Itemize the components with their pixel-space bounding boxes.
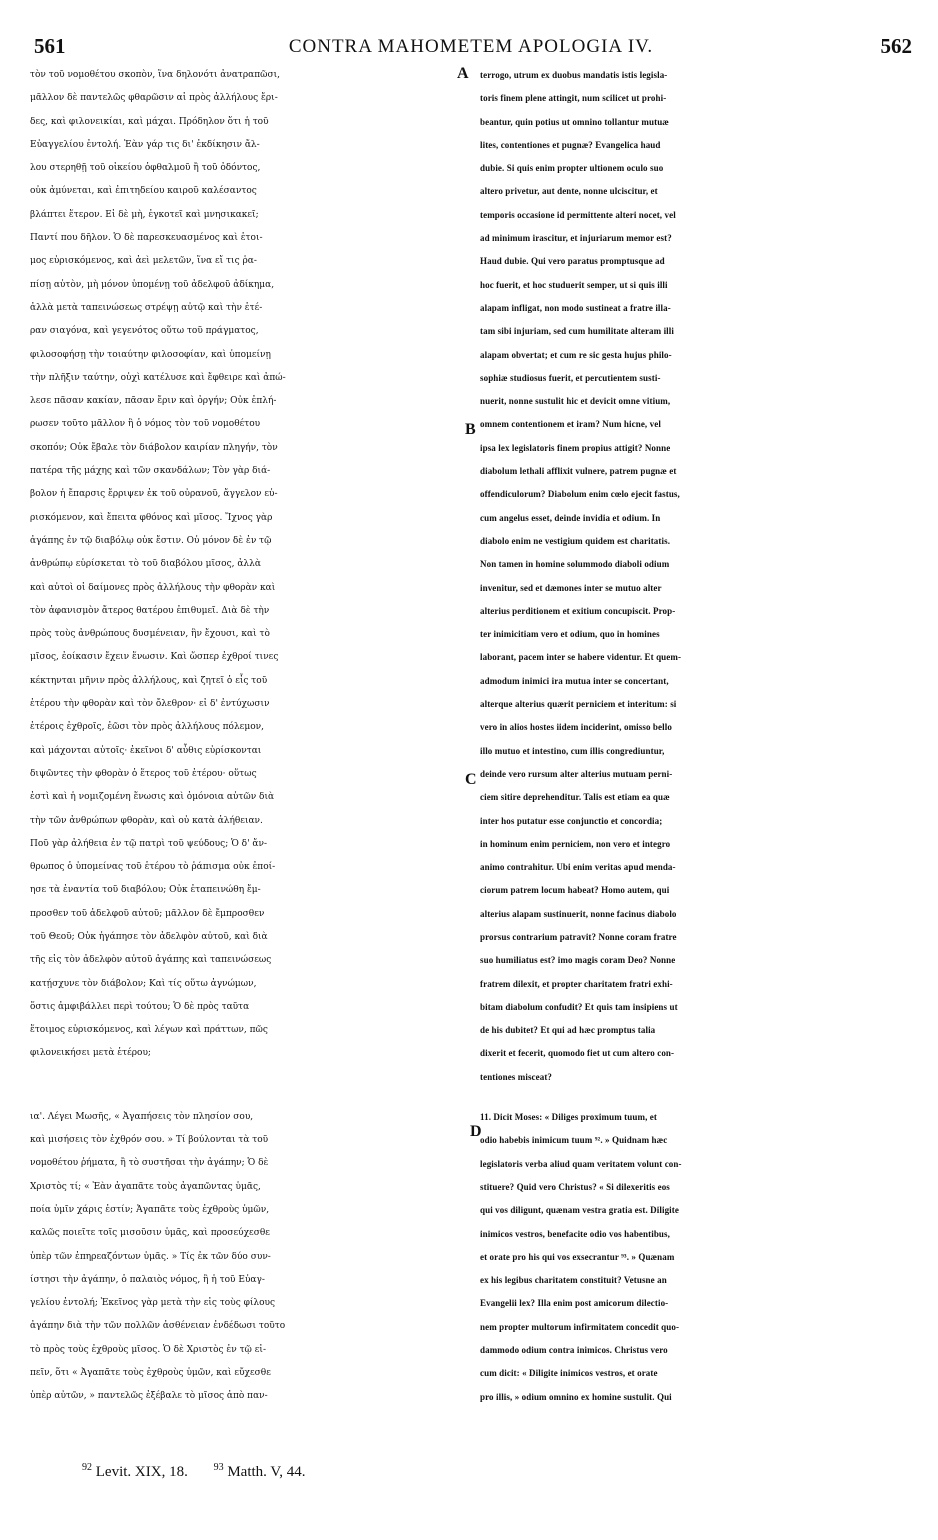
greek-text-line: φιλοσοφήσῃ τὴν τοιαύτην φιλοσοφίαν, καὶ ὑπομείνῃ	[30, 349, 271, 360]
greek-text-line: Παντί που δῆλον. Ὁ δὲ παρεσκευασμένος καὶ ἑτοι-	[30, 233, 263, 244]
greek-text-line: τὴν τῶν ἀνθρώπων φθορὰν, καὶ οὐ κατὰ ἀλήθειαν.	[30, 815, 263, 826]
greek-text-line: φιλονεικήσει μετὰ ἑτέρου;	[30, 1048, 151, 1059]
latin-text-line: tam sibi injuriam, sed cum humilitate alteram illi	[480, 326, 674, 337]
greek-text-line: βολον ἡ ἔπαρσις ἔρριψεν ἐκ τοῦ οὐρανοῦ, ἄγγελον εὑ-	[30, 489, 278, 500]
greek-text-line: καὶ μισήσεις τὸν ἐχθρόν σου. » Τί βούλονται τὰ τοῦ	[30, 1135, 269, 1146]
latin-text-line: dubie. Si quis enim propter ultionem oculo suo	[480, 163, 664, 174]
greek-text-line: τῆς εἰς τὸν ἀδελφὸν αὐτοῦ ἀγάπης καὶ ταπεινώσεως	[30, 955, 272, 966]
latin-text-line: inimicos vestros, benefacite odio vos habentibus,	[480, 1228, 670, 1239]
latin-text-line: cum angelus esset, deinde invidia et odium. In	[480, 512, 661, 523]
latin-text-line: nem propter multorum infirmitatem concedit quo-	[480, 1321, 680, 1332]
greek-text-line: βλάπτει ἕτερον. Εἰ δὲ μὴ, ἐγκοτεῖ καὶ μνησικακεῖ;	[30, 209, 259, 220]
greek-text-line: Ποῦ γὰρ ἀλήθεια ἐν τῷ πατρὶ τοῦ ψεύδους; Ὁ δ' ἄν-	[30, 838, 268, 849]
greek-text-line: ποία ὑμῖν χάρις ἐστίν; Ἀγαπᾶτε τοὺς ἐχθροὺς ὑμῶν,	[30, 1204, 270, 1215]
greek-text-line: κέκτηνται μῆνιν πρὸς ἀλλήλους, καὶ ζητεῖ ὁ εἷς τοῦ	[30, 675, 268, 686]
greek-text-line: μᾶλλον δὲ παντελῶς φθαρῶσιν αἱ πρὸς ἀλλήλους ἔρι-	[30, 93, 278, 104]
latin-text-line: fratrem dilexit, et propter charitatem fratri exhi-	[480, 978, 673, 989]
latin-text-line: et orate pro his qui vos exsecrantur ⁹³. » Quænam	[480, 1251, 675, 1262]
latin-text-line: legislatoris verba aliud quam veritatem volunt con-	[480, 1158, 682, 1169]
latin-text-line: pro illis, » odium omnino ex homine sustulit. Qui	[480, 1391, 672, 1402]
greek-text-line: ρισκόμενον, καὶ ἔπειτα φθόνος καὶ μῖσος. Ἴχνος γὰρ	[30, 512, 273, 523]
latin-text-line: tentiones misceat?	[480, 1071, 553, 1082]
page-number-left: 561	[34, 34, 66, 58]
greek-text-line: Χριστὸς τί; « Ἐὰν ἀγαπᾶτε τοὺς ἀγαπῶντας ὑμᾶς,	[30, 1181, 261, 1192]
greek-text-line: πεῖν, ὅτι « Ἀγαπᾶτε τοὺς ἐχθροὺς ὑμῶν, καὶ εὔχεσθε	[30, 1368, 271, 1379]
greek-text-line: τὸ πρὸς τοὺς ἐχθροὺς μῖσος. Ὁ δὲ Χριστὸς ἐν τῷ εἰ-	[30, 1344, 266, 1355]
greek-text-line: γελίου ἐντολή; Ἐκεῖνος γὰρ μετὰ τὴν εἰς τοὺς φίλους	[30, 1298, 276, 1309]
page-number-right: 562	[880, 34, 912, 58]
margin-marker-d: D	[470, 1123, 482, 1140]
margin-marker-a: A	[457, 65, 469, 82]
margin-marker-c: C	[465, 771, 477, 788]
latin-text-line: alterius alapam sustinuerit, nonne facinus diabolo	[480, 908, 677, 919]
latin-text-line: Evangelii lex? Illa enim post amicorum dilectio-	[480, 1298, 669, 1309]
greek-text-line: ἐστὶ καὶ ἡ νομιζομένη ἕνωσις καὶ ὁμόνοια αὐτῶν διὰ	[30, 792, 275, 803]
latin-text-line: de his dubitet? Et qui ad hæc promptus talia	[480, 1025, 656, 1036]
running-title: CONTRA MAHOMETEM APOLOGIA IV.	[288, 36, 654, 57]
latin-text-line: beantur, quin potius ut omnino tollantur mutuæ	[480, 116, 669, 127]
latin-text-line: ex his legibus charitatem constituit? Vetusne an	[480, 1275, 667, 1286]
latin-text-line: alapam obvertat; et cum re sic gesta hujus philo-	[480, 349, 672, 360]
latin-text-line: dixerit et fecerit, quomodo fiet ut cum altero con-	[480, 1048, 675, 1059]
latin-text-line: invenitur, sed et dæmones inter se mutuo alter	[480, 582, 662, 593]
latin-text-line: temporis occasione id permittente alteri nocet, vel	[480, 209, 676, 220]
greek-text-line: μος εὑρισκόμενος, καὶ ἀεὶ μελετῶν, ἵνα εἴ τις ῥα-	[30, 256, 257, 267]
footnote-92	[82, 1464, 192, 1480]
greek-text-line: λεσε πᾶσαν κακίαν, πᾶσαν ἔριν καὶ ὀργήν; Οὐκ ἐπλή-	[30, 396, 277, 407]
footnote-93	[214, 1464, 306, 1480]
greek-text-line: πίσῃ αὐτὸν, μὴ μόνον ὑπομένῃ τοῦ ἀδελφοῦ ἀδίκημα,	[30, 279, 275, 290]
latin-text-line: ad minimum irascitur, et injuriarum memor est?	[480, 233, 672, 244]
greek-text-line: τὸν τοῦ νομοθέτου σκοπὸν, ἵνα δηλονότι ἀνατραπῶσι,	[30, 70, 281, 80]
paragraph-gap	[30, 1066, 462, 1106]
greek-text-line: ὅστις ἀμφιβάλλει περὶ τούτου; Ὁ δὲ πρὸς ταῦτα	[30, 1001, 250, 1012]
footnote-93-text: Matth. V, 44.	[227, 1464, 306, 1480]
latin-text-line: hoc fuerit, et hoc studuerit semper, ut si quis illi	[480, 279, 668, 290]
latin-text-line: Haud dubie. Qui vero paratus promptusque ad	[480, 256, 665, 267]
greek-column	[30, 64, 462, 1409]
greek-text-line: ἕτοιμος εὑρισκόμενος, καὶ λέγων καὶ πράττων, πῶς	[30, 1025, 268, 1036]
latin-text-line: terrogo, utrum ex duobus mandatis istis legisla-	[480, 70, 668, 80]
latin-column	[480, 64, 910, 1409]
greek-text-line: σκοπόν; Οὐκ ἔβαλε τὸν διάβολον καιρίαν πληγήν, τὸν	[30, 442, 278, 453]
latin-text-line: lites, contentiones et pugnæ? Evangelica haud	[480, 139, 661, 150]
latin-text-line: in hominum enim perniciem, non vero et integro	[480, 838, 671, 849]
latin-text-line: ter inimicitiam vero et odium, quo in homines	[480, 629, 660, 640]
greek-text-line: ἀλλὰ μετὰ ταπεινώσεως στρέψῃ αὐτῷ καὶ τὴν ἑτέ-	[30, 302, 263, 313]
latin-text-line: nuerit, nonne sustulit hic et devicit omne vitium,	[480, 396, 671, 407]
latin-paragraph-2	[480, 1106, 910, 1409]
footnotes	[82, 1462, 482, 1481]
greek-text-line: Εὐαγγελίου ἐντολή. Ἐὰν γάρ τις δι' ἐκδίκησιν ἄλ-	[30, 139, 260, 150]
latin-text-line: diabolo enim ne vestigium quidem est charitatis.	[480, 535, 671, 546]
latin-text-line: omnem contentionem et iram? Num hicne, vel	[480, 419, 661, 430]
greek-text-line: κατῄσχυνε τὸν διάβολον; Καὶ τίς οὕτω ἀγνώμων,	[30, 978, 257, 989]
latin-text-line: bitam diabolum confudit? Et quis tam insipiens ut	[480, 1001, 678, 1012]
greek-text-line: τοῦ Θεοῦ; Οὐκ ἠγάπησε τὸν ἀδελφὸν αὐτοῦ, καὶ διὰ	[30, 931, 268, 942]
greek-text-line: καὶ αὐτοὶ οἱ δαίμονες πρὸς ἀλλήλους τὴν φθορὰν καὶ	[30, 582, 276, 593]
latin-text-line: ciem sitire deprehenditur. Talis est etiam ea quæ	[480, 792, 670, 803]
paragraph-gap	[480, 1089, 910, 1106]
footnote-92-text: Levit. XIX, 18.	[95, 1464, 188, 1480]
latin-text-line: alterque alterius quærit perniciem et interitum: si	[480, 699, 677, 710]
greek-text-line: μῖσος, ἐοίκασιν ἔχειν ἕνωσιν. Καὶ ὥσπερ ἐχθροί τινες	[30, 652, 279, 663]
latin-text-line: inter hos putatur esse conjunctio et concordia;	[480, 815, 663, 826]
latin-text-line: illo mutuo et intestino, cum illis congrediuntur,	[480, 745, 665, 756]
greek-text-line: ἀγάπην διὰ τὴν τῶν πολλῶν ἀσθένειαν ἐνδέδωσι τοῦτο	[30, 1321, 286, 1332]
greek-text-line: διψῶντες τὴν φθορὰν ὁ ἕτερος τοῦ ἑτέρου· οὕτως	[30, 768, 257, 779]
greek-paragraph-2	[30, 1106, 462, 1409]
greek-text-line: ραν σιαγόνα, καὶ γεγενότος οὕτω τοῦ πράγματος,	[30, 326, 259, 337]
greek-text-line: τὴν πλῆξιν ταύτην, οὐχὶ κατέλυσε καὶ ἔφθειρε καὶ ἀπώ-	[30, 372, 286, 383]
latin-text-line: ipsa lex legislatoris finem propius attigit? Nonne	[480, 442, 671, 453]
latin-text-line: stituere? Quid vero Christus? « Si dilexeritis eos	[480, 1181, 670, 1192]
footnote-93-number: 93	[213, 1462, 224, 1473]
greek-text-line: ἀγάπης ἐν τῷ διαβόλῳ οὐκ ἔστιν. Οὐ μόνον δὲ ἐν τῷ	[30, 535, 272, 546]
latin-text-line: cum dicit: « Diligite inimicos vestros, et orate	[480, 1368, 658, 1379]
latin-text-line: alapam infligat, non modo sustineat a fratre illa-	[480, 302, 671, 313]
greek-text-line: ίστησι τὴν ἀγάπην, ὁ παλαιὸς νόμος, ἢ ἡ τοῦ Εὐαγ-	[30, 1274, 265, 1285]
greek-text-line: ἑτέρου τὴν φθορὰν καὶ τὸν ὄλεθρον· εἰ δ' ἐντύχωσιν	[30, 699, 270, 710]
greek-paragraph-1	[30, 64, 462, 1066]
latin-paragraph-1	[480, 64, 910, 1089]
footnote-92-number: 92	[82, 1462, 92, 1473]
greek-text-line: ησε τὰ ἐναντία τοῦ διαβόλου; Οὐκ ἐταπεινώθη ἔμ-	[30, 885, 261, 896]
latin-text-line: sophiæ studiosus fuerit, et percutientem susti-	[480, 372, 661, 383]
greek-text-line: καλῶς ποιεῖτε τοῖς μισοῦσιν ὑμᾶς, καὶ προσεύχεσθε	[30, 1228, 270, 1239]
latin-text-line: ciorum patrem locum habeat? Homo autem, qui	[480, 885, 670, 896]
greek-text-line: πρὸς τοὺς ἀνθρώπους δυσμένειαν, ἣν ἔχουσι, καὶ τὸ	[30, 629, 270, 640]
greek-text-line: ἑτέροις ἐχθροῖς, ἐῶσι τὸν πρὸς ἀλλήλους πόλεμον,	[30, 722, 264, 733]
greek-text-line: ὑπὲρ τῶν ἐπηρεαζόντων ὑμᾶς. » Τίς ἐκ τῶν δύο συν-	[30, 1251, 271, 1262]
greek-text-line: πατέρα τῆς μάχης καὶ τῶν σκανδάλων; Τὸν γὰρ διά-	[30, 466, 271, 477]
latin-text-line: offendiculorum? Diabolum enim cœlo ejecit fastus,	[480, 489, 680, 500]
latin-text-line: dammodo odium contra inimicos. Christus vero	[480, 1345, 668, 1356]
latin-text-line: toris finem plene attingit, num scilicet ut prohi-	[480, 93, 667, 104]
latin-text-line: qui vos diligunt, quænam vestra gratia est. Diligite	[480, 1205, 679, 1216]
greek-text-line: δες, καὶ φιλονεικίαι, καὶ μάχαι. Πρόδηλον ὅτι ἡ τοῦ	[30, 116, 269, 127]
latin-text-line: Non tamen in homine solummodo diaboli odium	[480, 559, 670, 570]
greek-text-line: προσθεν τοῦ ἀδελφοῦ αὐτοῦ; μᾶλλον δὲ ἔμπροσθεν	[30, 908, 265, 919]
greek-text-line: λου στερηθῇ τοῦ οἰκείου ὀφθαλμοῦ ἢ τοῦ ὀδόντος,	[30, 163, 261, 174]
greek-text-line: θρωπος ὁ ὑπομείνας τοῦ ἑτέρου τὸ ῥάπισμα οὐκ ἐποί-	[30, 862, 276, 873]
latin-text-line: altero privetur, aut dente, nonne ulciscitur, et	[480, 186, 658, 197]
greek-text-line: ρωσεν τοῦτο μᾶλλον ἢ ὁ νόμος τὸν τοῦ νομοθέτου	[30, 419, 261, 430]
latin-text-line: prorsus contrarium patravit? Nonne coram fratre	[480, 931, 677, 942]
latin-text-line: admodum inimici ira mutua inter se concertant,	[480, 675, 669, 686]
greek-text-line: ια'. Λέγει Μωσῆς, « Ἀγαπήσεις τὸν πλησίον σου,	[30, 1111, 254, 1122]
greek-text-line: νομοθέτου ῥήματα, ἢ τὸ συστῆσαι τὴν ἀγάπην; Ὁ δὲ	[30, 1158, 269, 1169]
latin-text-line: 11. Dicit Moses: « Diliges proximum tuum, et	[480, 1112, 657, 1123]
latin-text-line: diabolum lethali afflixit vulnere, patrem pugnæ et	[480, 466, 677, 477]
latin-text-line: odio habebis inimicum tuum ⁹². » Quidnam hæc	[480, 1135, 668, 1146]
latin-text-line: vero in alios hostes iidem inciderint, omisso bello	[480, 722, 672, 733]
latin-text-line: animo contrahitur. Ubi enim veritas apud menda-	[480, 862, 676, 873]
greek-text-line: καὶ μάχονται αὐτοῖς· ἐκεῖνοι δ' αὖθις εὑρίσκονται	[30, 745, 262, 756]
latin-text-line: laborant, pacem inter se habere videntur. Et quem-	[480, 652, 682, 663]
latin-text-line: deinde vero rursum alter alterius mutuam perni-	[480, 768, 673, 779]
greek-text-line: οὐκ ἀμύνεται, καὶ ἐπιτηδείου καιροῦ καλέσαντος	[30, 186, 257, 197]
page-header	[30, 34, 912, 62]
latin-text-line: alterius perditionem et exitium concupiscit. Prop-	[480, 605, 676, 616]
margin-marker-b: B	[465, 421, 476, 438]
latin-text-line: suo humiliatus est? imo magis coram Deo? Nonne	[480, 955, 676, 966]
greek-text-line: ὑπὲρ αὐτῶν, » παντελῶς ἐξέβαλε τὸ μῖσος ἀπὸ παν-	[30, 1391, 268, 1402]
greek-text-line: ἀνθρώπῳ εὑρίσκεται τὸ τοῦ διαβόλου μῖσος, ἀλλὰ	[30, 559, 261, 570]
greek-text-line: τὸν ἀφανισμὸν ἄτερος θατέρου ἐπιθυμεῖ. Διὰ δὲ τὴν	[30, 605, 270, 616]
